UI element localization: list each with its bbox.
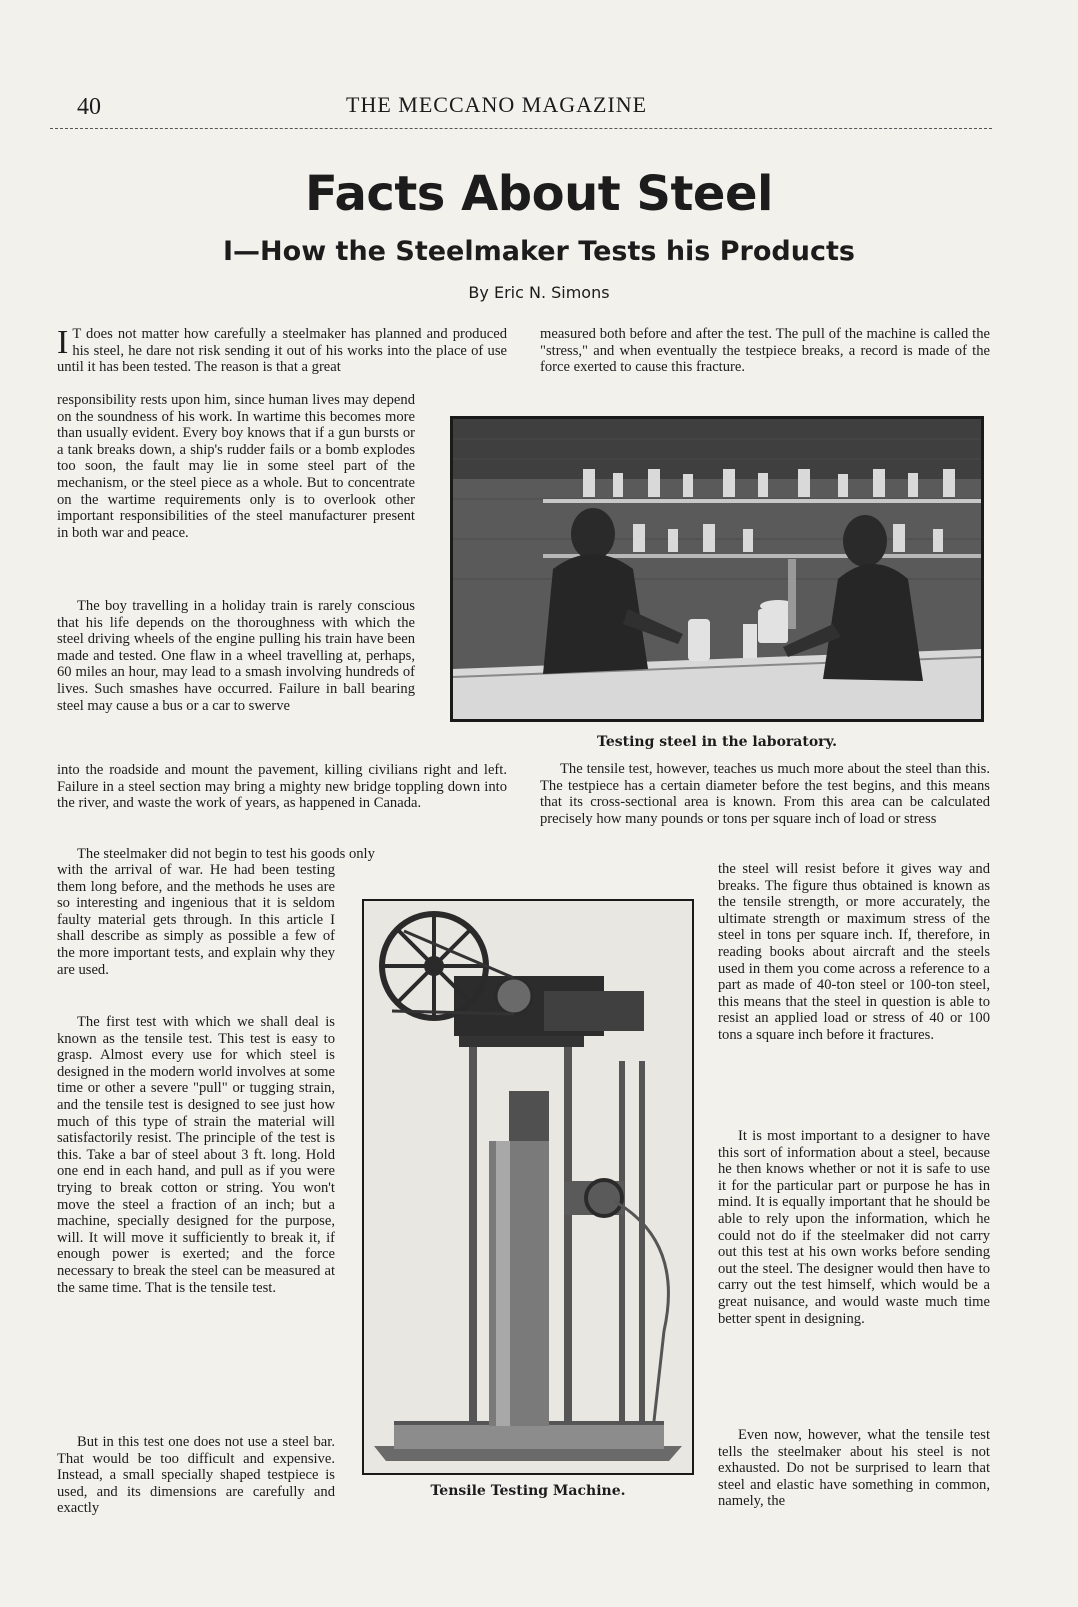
left-paragraph-8: But in this test one does not use a steel bar. That would be too difficult and expensive. Instead, a small specially shaped testpiece is used, and its dimensions are carefully and exactly bbox=[57, 1434, 335, 1517]
right-paragraph-5: Even now, however, what the tensile test tells the steelmaker about his steel is not exhausted. Do not be surprised to learn that steel and elastic have something in common, namely, the bbox=[718, 1427, 990, 1510]
left-paragraph-7: The first test with which we shall deal is known as the tensile test. This test is easy to grasp. Almost every use for which steel is designed in the modern world involves at some time or other a severe "pull" or tugging strain, and the tensile test is designed to see just how much of this type of strain the material will satisfactorily resist. The principle of the test is this. Take a bar of steel about 3 ft. long. Hold one end in each hand, and pull as if you were trying to break cotton or string. You won't move the steel a fraction of an inch; but a machine, specially designed for the purpose, will. It will move it sufficiently to break it, if enough power is exerted; and the force necessary to break the steel can be measured at the same time. That is the tensile test. bbox=[57, 1014, 335, 1296]
left-paragraph-2: responsibility rests upon him, since human lives may depend on the soundness of his work. In wartime this becomes more than usually evident. Every boy knows that if a gun bursts or a tank breaks down, a ship's rudder fails or a bomb explodes too soon, the fault may lie in some steel part of the mechanism, or the steel piece as a whole. But to concentrate on the wartime requirements only is to overlook other important responsibilities of the steel manufacturer present in both war and peace. bbox=[57, 392, 415, 541]
lab-photo bbox=[450, 416, 984, 722]
right-paragraph-3: the steel will resist before it gives way and breaks. The figure thus obtained is known as the tensile strength, or more accurately, the ultimate strength or maximum stress of the steel in tons per square inch. If, therefore, in reading books about aircraft and the steels used in them you come across a reference to a part as made of 40-ton steel or 100-ton steel, this means that the steel in question is able to resist an applied load or stress of 40 or 100 tons a square inch before it fractures. bbox=[718, 861, 990, 1043]
right-paragraph-1: measured both before and after the test. The pull of the machine is called the "stress," and when eventually the testpiece breaks, a record is made of the force exerted to cause this fracture. bbox=[540, 326, 990, 376]
left-paragraph-1 bbox=[57, 326, 507, 376]
machine-photo bbox=[362, 899, 694, 1475]
left-paragraph-5: The steelmaker did not begin to test his goods only bbox=[77, 846, 375, 862]
drop-cap: I bbox=[57, 324, 69, 361]
machine-photo-caption: Tensile Testing Machine. bbox=[430, 1483, 626, 1499]
paragraph-text: T does not matter how carefully a steelmaker has planned and produced his steel, he dare not risk sending it out of his works into the place of use until it has been tested. The reason is that a great bbox=[57, 326, 507, 376]
machine-photo-image bbox=[364, 901, 692, 1473]
page-number: 40 bbox=[77, 94, 101, 120]
left-paragraph-6: with the arrival of war. He had been testing them long before, and the methods he uses are so interesting and ingenious that it is seldom faulty material gets through. In this article I shall describe as simply as possible a few of the more important tests, and explain why they are used. bbox=[57, 862, 335, 978]
right-paragraph-4: It is most important to a designer to have this sort of information about a steel, because he then knows whether or not it is safe to use it for the particular part or purpose he has in mind. It is equally important that he should be able to rely upon the information, which he could not do if the steelmaker did not carry out this test at his own works before sending out the steel. The designer would then have to carry out the test himself, which would be a great nuisance, and would waste much time better spent in designing. bbox=[718, 1128, 990, 1327]
article-byline: By Eric N. Simons bbox=[468, 283, 610, 302]
left-paragraph-3: The boy travelling in a holiday train is rarely conscious that his life depends on the thoroughness with which the steel driving wheels of the engine pulling his train have been made and tested. One flaw in a wheel travelling at, perhaps, 60 miles an hour, may lead to a smash involving hundreds of lives. Such smashes have occurred. Failure in ball bearing steel may cause a bus or a car to swerve bbox=[57, 598, 415, 714]
article-title: Facts About Steel bbox=[305, 166, 773, 222]
lab-photo-caption: Testing steel in the laboratory. bbox=[597, 734, 837, 750]
right-paragraph-2: The tensile test, however, teaches us much more about the steel than this. The testpiece has a certain diameter before the test begins, and this means that its cross-sectional area is known. From this area can be calculated precisely how many pounds or tons per square inch of load or stress bbox=[540, 761, 990, 827]
header-rule bbox=[50, 128, 992, 129]
left-paragraph-4: into the roadside and mount the pavement, killing civilians right and left. Failure in a steel section may bring a mighty new bridge toppling down into the river, and waste the work of years, as happened in Canada. bbox=[57, 762, 507, 812]
running-head: THE MECCANO MAGAZINE bbox=[346, 92, 648, 117]
lab-photo-image bbox=[453, 419, 981, 719]
article-subtitle: I—How the Steelmaker Tests his Products bbox=[223, 236, 855, 267]
